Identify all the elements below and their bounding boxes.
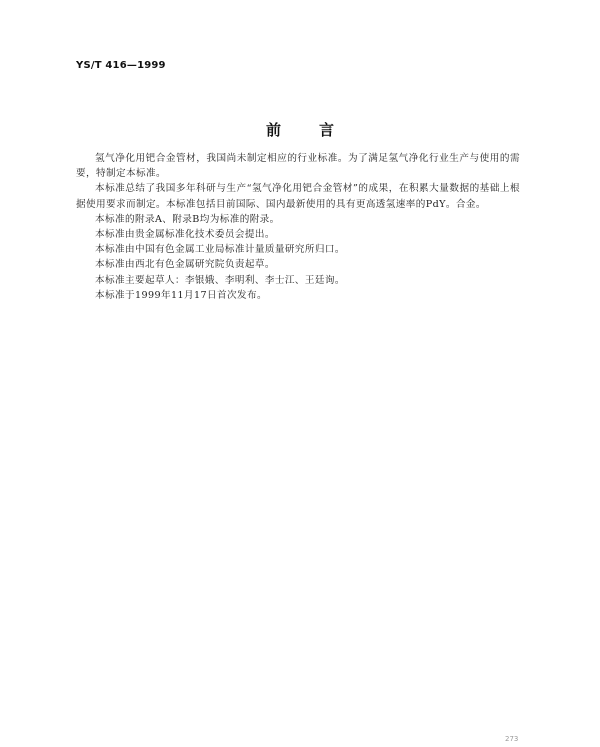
paragraph: 本标准由中国有色金属工业局标准计量质量研究所归口。 (95, 244, 345, 256)
page-number: 273 (505, 735, 519, 743)
paragraph: 本标准主要起草人：李银娥、李明利、李士江、王廷询。 (95, 274, 345, 286)
standard-code: YS/T 416—1999 (76, 60, 166, 71)
foreword-body (76, 151, 520, 303)
paragraph: 本标准的附录A、附录B均为标准的附录。 (95, 213, 280, 225)
paragraph: 氢气净化用钯合金管材，我国尚未制定相应的行业标准。为了满足氢气净化行业生产与使用的需要，特制定本标准。 (76, 153, 520, 180)
paragraph: 本标准于1999年11月17日首次发布。 (95, 289, 267, 301)
paragraph: 本标准由贵金属标准化技术委员会提出。 (95, 229, 275, 241)
paragraph: 本标准总结了我国多年科研与生产“氢气净化用钯合金管材”的成果，在积累大量数据的基础上根据使用要求而制定。本标准包括目前国际、国内最新使用的具有更高透氢速率的PdY。合金。 (76, 183, 520, 210)
paragraph: 本标准由西北有色金属研究院负责起草。 (95, 259, 275, 271)
page-title: 前言 (265, 121, 372, 139)
